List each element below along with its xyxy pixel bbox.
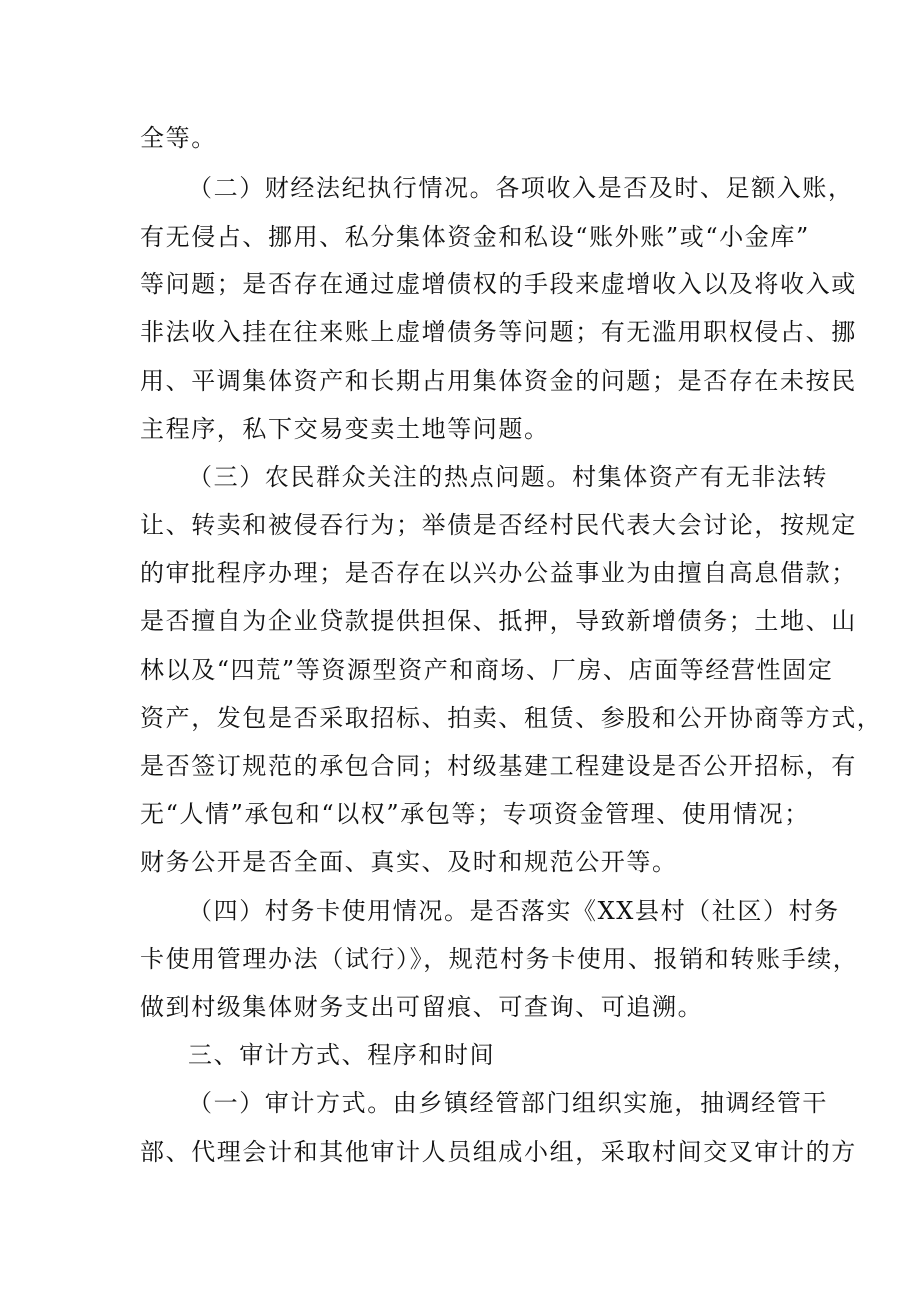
text-line: 无“人情”承包和“以权”承包等；专项资金管理、使用情况；	[140, 800, 810, 828]
text-line: 卡使用管理办法（试行）》，规范村务卡使用、报销和转账手续，	[140, 945, 859, 973]
text-line: 有无侵占、挪用、私分集体资金和私设“账外账”或“小金库”	[140, 223, 810, 251]
text-line: 是否签订规范的承包合同；村级基建工程建设是否公开招标，有	[140, 752, 857, 780]
text-line: 主程序，私下交易变卖土地等问题。	[140, 415, 550, 443]
section-heading: 三、审计方式、程序和时间	[188, 1041, 496, 1069]
text-line: 的审批程序办理；是否存在以兴办公益事业为由擅自高息借款；	[140, 559, 857, 587]
text-line: 让、转卖和被侵吞行为；举债是否经村民代表大会讨论，按规定	[140, 511, 857, 539]
paragraph-start-line: （一）审计方式。由乡镇经管部门组织实施，抽调经管干	[188, 1089, 828, 1117]
paragraph-start-line: （四）村务卡使用情况。是否落实《XX县村（社区）村务	[188, 897, 840, 925]
paragraph-start-line: （三）农民群众关注的热点问题。村集体资产有无非法转	[188, 463, 828, 491]
text-line: 财务公开是否全面、真实、及时和规范公开等。	[140, 848, 678, 876]
text-line: 用、平调集体资产和长期占用集体资金的问题；是否存在未按民	[140, 367, 857, 395]
text-line: 非法收入挂在往来账上虚增债务等问题；有无滥用职权侵占、挪	[140, 318, 857, 346]
paragraph-start-line: （二）财经法纪执行情况。各项收入是否及时、足额入账，	[188, 174, 854, 202]
text-line: 是否擅自为企业贷款提供担保、抵押，导致新增债务；土地、山	[140, 607, 857, 635]
text-line: 做到村级集体财务支出可留痕、可查询、可追溯。	[140, 993, 704, 1021]
text-line: 资产，发包是否采取招标、拍卖、租赁、参股和公开协商等方式，	[140, 704, 883, 732]
text-line: 林以及“四荒”等资源型资产和商场、厂房、店面等经营性固定	[140, 656, 834, 684]
text-line: 等问题；是否存在通过虚增债权的手段来虚增收入以及将收入或	[140, 270, 857, 298]
text-line: 部、代理会计和其他审计人员组成小组，采取村间交叉审计的方	[140, 1138, 857, 1166]
text-line: 全等。	[140, 124, 217, 152]
